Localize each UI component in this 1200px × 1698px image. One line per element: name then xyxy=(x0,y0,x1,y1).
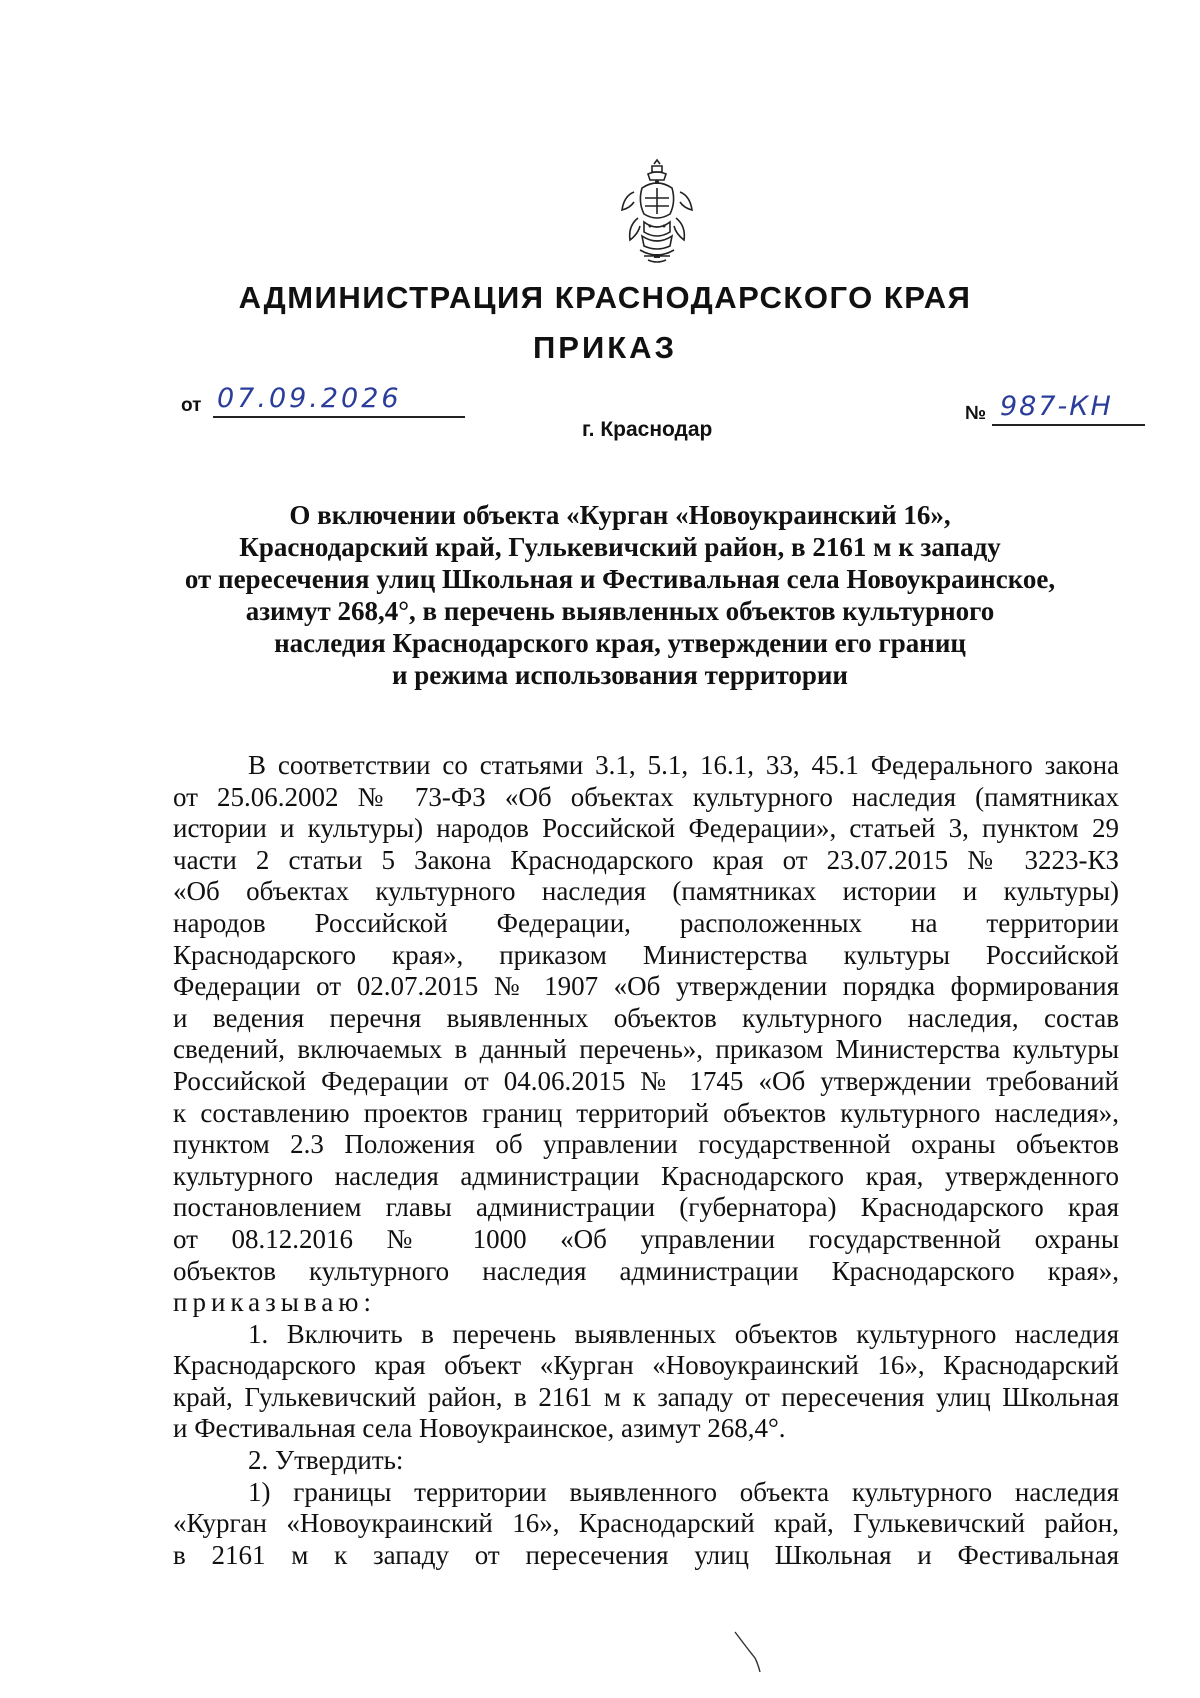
number-value-handwritten: 987-КН xyxy=(1000,391,1113,422)
body-line-order-verb: приказываю: xyxy=(173,1287,376,1318)
body-line: Краснодарского края», приказом Министерства культуры Российской xyxy=(173,939,1119,970)
date-value-handwritten: 07.09.2026 xyxy=(217,383,402,414)
body-line: край, Гулькевичский район, в 2161 м к западу от пересечения улиц Школьная xyxy=(173,1381,1119,1412)
title-line: и режима использования территории xyxy=(391,660,848,690)
body-line: В соответствии со статьями 3.1, 5.1, 16.1, 33, 45.1 Федерального закона xyxy=(248,750,1119,780)
body-line: истории и культуры) народов Российской Федерации», статьей 3, пунктом 29 xyxy=(173,813,1119,844)
body-line: культурного наследия администрации Краснодарского края, утвержденного xyxy=(173,1160,1119,1191)
body-line: в 2161 м к западу от пересечения улиц Школьная и Фестивальная xyxy=(173,1539,1119,1570)
body-line: и Фестивальная села Новоукраинское, азимут 268,4°. xyxy=(173,1413,786,1444)
document-body xyxy=(173,750,1119,1571)
body-line: пунктом 2.3 Положения об управлении государственной охраны объектов xyxy=(173,1129,1119,1160)
body-line: «Курган «Новоукраинский 16», Краснодарский край, Гулькевичский район, xyxy=(173,1508,1119,1539)
date-label: от xyxy=(181,395,202,416)
number-label: № xyxy=(965,403,987,424)
body-line: и ведения перечня выявленных объектов культурного наследия, состав xyxy=(173,1002,1119,1033)
body-line: от 08.12.2016 № 1000 «Об управлении государственной охраны xyxy=(173,1223,1119,1254)
date-underline xyxy=(213,416,465,418)
body-line: 2. Утвердить: xyxy=(248,1445,404,1476)
body-line: сведений, включаемых в данный перечень», приказом Министерства культуры xyxy=(173,1034,1119,1065)
body-line: 1) границы территории выявленного объекта культурного наследия xyxy=(248,1476,1119,1507)
body-line: постановлением главы администрации (губернатора) Краснодарского края xyxy=(173,1192,1119,1223)
title-line: от пересечения улиц Школьная и Фестивальная села Новоукраинское, xyxy=(184,564,1056,594)
number-underline xyxy=(992,424,1145,426)
organization-name: АДМИНИСТРАЦИЯ КРАСНОДАРСКОГО КРАЯ xyxy=(238,280,972,315)
body-line: 1. Включить в перечень выявленных объектов культурного наследия xyxy=(248,1318,1119,1349)
body-line: части 2 статьи 5 Закона Краснодарского края от 23.07.2015 № 3223-КЗ xyxy=(173,844,1119,875)
body-line: Российской Федерации от 04.06.2015 № 1745 «Об утверждении требований xyxy=(173,1065,1119,1096)
body-line: от 25.06.2002 № 73-ФЗ «Об объектах культурного наследия (памятниках xyxy=(173,781,1119,812)
body-line: к составлению проектов границ территорий объектов культурного наследия», xyxy=(173,1097,1119,1128)
body-line: Федерации от 02.07.2015 № 1907 «Об утверждении порядка формирования xyxy=(173,971,1119,1002)
title-line: азимут 268,4°, в перечень выявленных объектов культурного xyxy=(245,596,995,626)
document-title xyxy=(140,499,1100,691)
document-type: ПРИКАЗ xyxy=(533,330,677,365)
coat-of-arms-icon xyxy=(614,158,700,266)
body-line: «Об объектах культурного наследия (памятниках истории и культуры) xyxy=(173,876,1119,907)
city: г. Краснодар xyxy=(582,418,713,441)
title-line: наследия Краснодарского края, утверждении его границ xyxy=(274,628,966,658)
title-line: О включении объекта «Курган «Новоукраинский 16», xyxy=(289,500,951,530)
body-line: объектов культурного наследия администрации Краснодарского края», xyxy=(173,1255,1119,1286)
body-line: народов Российской Федерации, расположенных на территории xyxy=(173,907,1119,938)
body-line: Краснодарского края объект «Курган «Новоукраинский 16», Краснодарский xyxy=(173,1350,1119,1381)
title-line: Краснодарский край, Гулькевичский район, в 2161 м к западу xyxy=(239,532,1001,562)
pen-mark xyxy=(733,1630,763,1675)
